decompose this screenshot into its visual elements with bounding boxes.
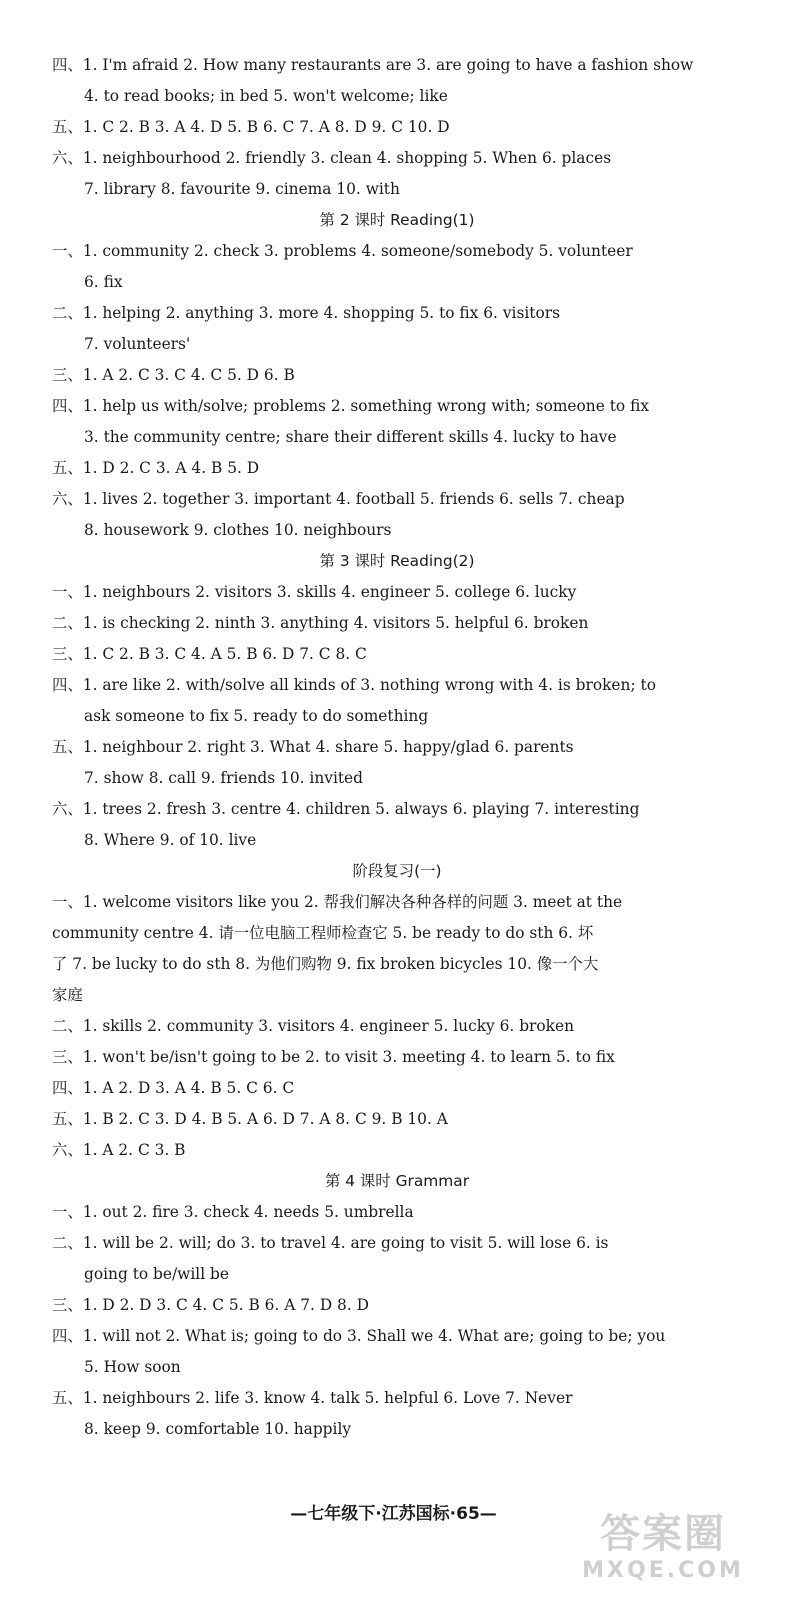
answer-line: 8. Where 9. of 10. live <box>84 831 257 849</box>
answer-line: 六、1. neighbourhood 2. friendly 3. clean 4. shopping 5. When 6. places <box>52 149 612 167</box>
answer-line: 三、1. C 2. B 3. C 4. A 5. B 6. D 7. C 8. C <box>52 645 367 663</box>
answer-line: 四、1. I'm afraid 2. How many restaurants are 3. are going to have a fashion show <box>52 56 694 74</box>
answer-line: 3. the community centre; share their different skills 4. lucky to have <box>84 428 617 446</box>
answer-line: 三、1. A 2. C 3. C 4. C 5. D 6. B <box>52 366 295 384</box>
section-heading: 第 2 课时 Reading(1) <box>319 211 475 229</box>
answer-line: 4. to read books; in bed 5. won't welcome; like <box>84 87 448 105</box>
answer-line: going to be/will be <box>84 1265 229 1283</box>
answer-content <box>52 50 742 1445</box>
answer-line: community centre 4. 请一位电脑工程师检查它 5. be ready to do sth 6. 坏 <box>52 924 594 942</box>
answer-line: ask someone to fix 5. ready to do something <box>84 707 429 725</box>
answer-line: 家庭 <box>52 986 83 1004</box>
answer-line: 三、1. won't be/isn't going to be 2. to visit 3. meeting 4. to learn 5. to fix <box>52 1048 615 1066</box>
answer-line: 六、1. lives 2. together 3. important 4. football 5. friends 6. sells 7. cheap <box>52 490 625 508</box>
answer-line: 四、1. will not 2. What is; going to do 3. Shall we 4. What are; going to be; you <box>52 1327 666 1345</box>
answer-line: 一、1. out 2. fire 3. check 4. needs 5. umbrella <box>52 1203 414 1221</box>
answer-line: 六、1. A 2. C 3. B <box>52 1141 186 1159</box>
answer-line: 四、1. A 2. D 3. A 4. B 5. C 6. C <box>52 1079 295 1097</box>
answer-line: 一、1. welcome visitors like you 2. 帮我们解决各种各样的问题 3. meet at the <box>52 893 623 911</box>
section-heading: 第 4 课时 Grammar <box>324 1172 470 1190</box>
answer-line: 二、1. is checking 2. ninth 3. anything 4. visitors 5. helpful 6. broken <box>52 614 589 632</box>
answer-line: 一、1. neighbours 2. visitors 3. skills 4. engineer 5. college 6. lucky <box>52 583 577 601</box>
watermark-bottom-text: MXQE.COM <box>582 1558 744 1583</box>
answer-line: 五、1. B 2. C 3. D 4. B 5. A 6. D 7. A 8. C 9. B 10. A <box>52 1110 448 1128</box>
answer-line: 7. library 8. favourite 9. cinema 10. with <box>84 180 400 198</box>
answer-line: 二、1. will be 2. will; do 3. to travel 4. are going to visit 5. will lose 6. is <box>52 1234 609 1252</box>
answer-line: 三、1. D 2. D 3. C 4. C 5. B 6. A 7. D 8. D <box>52 1296 369 1314</box>
answer-line: 7. show 8. call 9. friends 10. invited <box>84 769 364 787</box>
answer-line: 二、1. skills 2. community 3. visitors 4. engineer 5. lucky 6. broken <box>52 1017 575 1035</box>
watermark-logo <box>563 1510 763 1590</box>
answer-line: 五、1. D 2. C 3. A 4. B 5. D <box>52 459 260 477</box>
section-heading: 阶段复习(一) <box>352 862 442 880</box>
answer-line: 5. How soon <box>84 1358 181 1376</box>
answer-line: 二、1. helping 2. anything 3. more 4. shopping 5. to fix 6. visitors <box>52 304 560 322</box>
answer-line: 四、1. are like 2. with/solve all kinds of 3. nothing wrong with 4. is broken; to <box>52 676 656 694</box>
watermark-top-text: 答案圈 <box>600 1511 726 1557</box>
answer-line: 8. housework 9. clothes 10. neighbours <box>84 521 392 539</box>
answer-line: 了 7. be lucky to do sth 8. 为他们购物 9. fix broken bicycles 10. 像一个大 <box>52 955 599 973</box>
section-heading: 第 3 课时 Reading(2) <box>319 552 475 570</box>
answer-line: 8. keep 9. comfortable 10. happily <box>84 1420 352 1438</box>
answer-line: 五、1. neighbours 2. life 3. know 4. talk 5. helpful 6. Love 7. Never <box>52 1389 573 1407</box>
answer-line: 五、1. neighbour 2. right 3. What 4. share 5. happy/glad 6. parents <box>52 738 574 756</box>
page-footer: —七年级下·江苏国标·65— <box>290 1504 497 1524</box>
answer-line: 五、1. C 2. B 3. A 4. D 5. B 6. C 7. A 8. D 9. C 10. D <box>52 118 450 136</box>
answer-line: 一、1. community 2. check 3. problems 4. someone/somebody 5. volunteer <box>52 242 633 260</box>
answer-line: 六、1. trees 2. fresh 3. centre 4. children 5. always 6. playing 7. interesting <box>52 800 640 818</box>
answer-line: 7. volunteers' <box>84 335 191 353</box>
answer-line: 四、1. help us with/solve; problems 2. something wrong with; someone to fix <box>52 397 650 415</box>
answer-line: 6. fix <box>84 273 123 291</box>
